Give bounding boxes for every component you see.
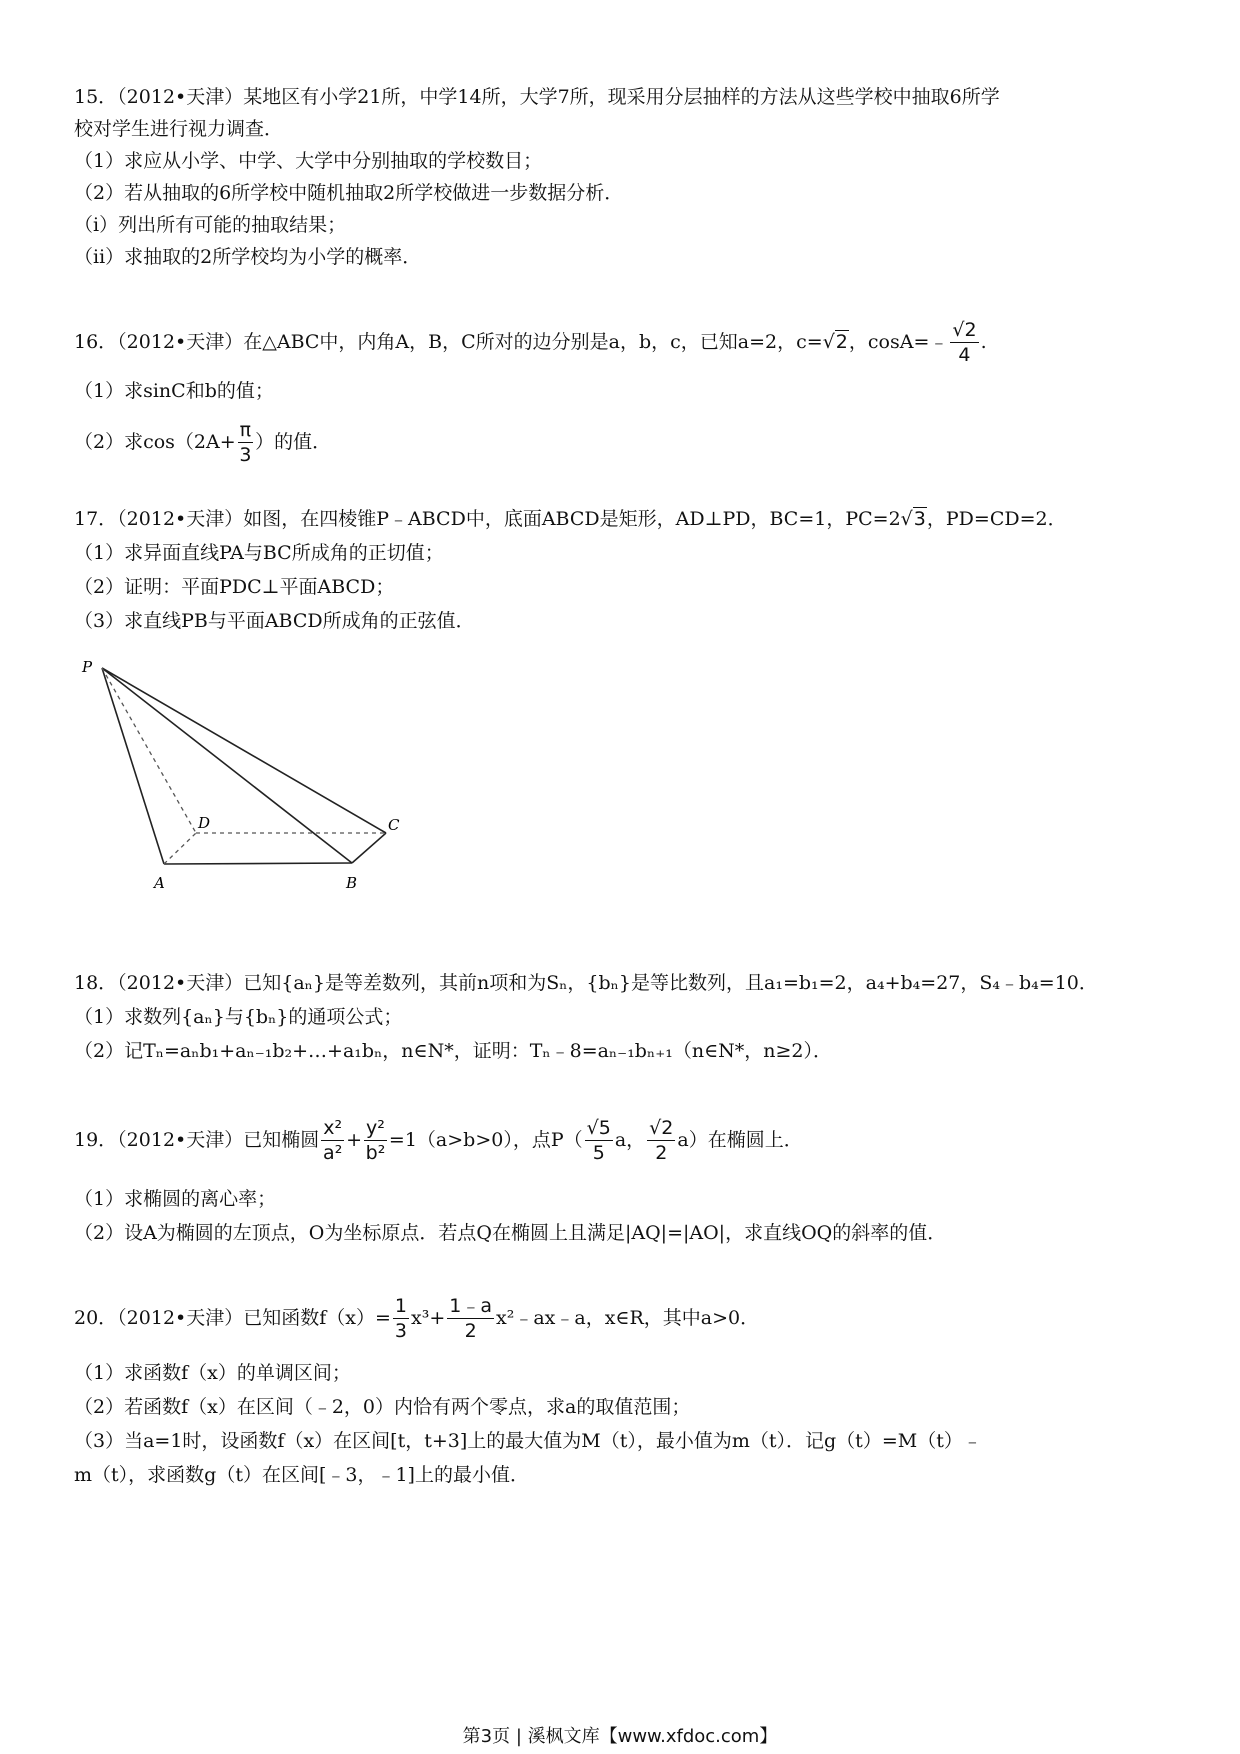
q20-line2: （1）求函数f（x）的单调区间； <box>74 1362 351 1384</box>
q15-line5: （ⅰ）列出所有可能的抽取结果； <box>74 214 347 236</box>
q17-line2: （1）求异面直线PA与BC所成角的正切值； <box>74 542 444 564</box>
q19-line3: （2）设A为椭圆的左顶点，O为坐标原点．若点Q在椭圆上且满足|AQ|=|AO|，求直线OQ的斜率的值． <box>74 1222 947 1244</box>
sqrt-2: √2 <box>822 331 848 353</box>
q19-line2: （1）求椭圆的离心率； <box>74 1188 277 1210</box>
edge-PC <box>102 668 386 833</box>
q16-line2: （1）求sinC和b的值； <box>74 380 274 402</box>
q15-line3: （1）求应从小学、中学、大学中分别抽取的学校数目； <box>74 150 543 172</box>
q17-line1: 17．（2012•天津）如图，在四棱锥P﹣ABCD中，底面ABCD是矩形，AD⊥PD，BC=1，PC=2√3，PD=CD=2． <box>74 508 1067 530</box>
q20-line1: 20．（2012•天津）已知函数f（x）= $\frac{1}{3}$ x³+ $\frac{1﹣a}{2}$ x²﹣ax﹣a，x∈R，其中a>0． <box>74 1295 760 1342</box>
fraction-x2-over-a2: $\frac{\text{x²}}{\text{a²}}$ <box>323 1117 343 1164</box>
page-footer: 第3页 | 溪枫文库【www.xfdoc.com】 <box>462 1726 778 1747</box>
edge-AD <box>164 833 196 864</box>
edge-BC <box>352 833 386 863</box>
q16-text-a: 16．（2012•天津）在△ABC中，内角A，B，C所对的边分别是a，b，c，已知a=2，c= <box>74 331 823 353</box>
fraction-sqrt5-over-5: $\frac{√5}{5}$ <box>586 1117 611 1164</box>
edge-AB <box>164 863 352 864</box>
fraction-sqrt2-over-2: $\frac{√2}{2}$ <box>649 1117 674 1164</box>
q18-line1: 18．（2012•天津）已知{aₙ}是等差数列，其前n项和为Sₙ，{bₙ}是等比数列，且a₁=b₁=2，a₄+b₄=27，S₄﹣b₄=10． <box>74 972 1098 994</box>
q18-line2: （1）求数列{aₙ}与{bₙ}的通项公式； <box>74 1006 403 1028</box>
fraction-sqrt2-over-4: $\frac{√2}{4}$ <box>952 319 977 366</box>
q16-line3: （2）求cos（2A+ $\frac{\pi}{3}$ ）的值． <box>74 419 332 466</box>
q15-line4: （2）若从抽取的6所学校中随机抽取2所学校做进一步数据分析． <box>74 182 624 204</box>
sqrt-3: √3 <box>900 508 926 530</box>
q17-line4: （3）求直线PB与平面ABCD所成角的正弦值． <box>74 610 475 632</box>
q20-line5: m（t），求函数g（t）在区间[﹣3，﹣1]上的最小值． <box>74 1464 529 1486</box>
edge-PA <box>102 668 164 864</box>
q15-line2: 校对学生进行视力调查． <box>74 118 284 140</box>
label-D: D <box>198 814 211 832</box>
q20-line3: （2）若函数f（x）在区间（﹣2，0）内恰有两个零点，求a的取值范围； <box>74 1396 691 1418</box>
fraction-1-over-3: $\frac{1}{3}$ <box>394 1295 407 1342</box>
q18-line3: （2）记Tₙ=aₙb₁+aₙ₋₁b₂+…+a₁bₙ，n∈N*，证明：Tₙ﹣8=aₙ₋₁bₙ₊₁（n∈N*，n≥2）． <box>74 1040 833 1062</box>
pyramid-figure <box>74 648 414 908</box>
q15-line6: （ⅱ）求抽取的2所学校均为小学的概率． <box>74 246 422 268</box>
edge-PD <box>102 668 196 833</box>
label-P: P <box>82 658 93 676</box>
q16-text-b: ，cosA=﹣ <box>848 331 949 353</box>
label-A: A <box>154 874 165 892</box>
fraction-y2-over-b2: $\frac{\text{y²}}{\text{b²}}$ <box>365 1117 386 1164</box>
q19-line1: 19．（2012•天津）已知椭圆 $\frac{\text{x²}}{\text{a²}}$ + $\frac{\text{y²}}{\text{b²}}$ =1（a>b>0），点P（ $\frac{√5}{5}$ a， $\frac{√2}{2}$ a）在椭圆上． <box>74 1117 803 1164</box>
q16-line1: 16．（2012•天津）在△ABC中，内角A，B，C所对的边分别是a，b，c，已知a=2，c=√2，cosA=﹣ $\frac{√2}{4}$ . <box>74 314 987 370</box>
fraction-1-minus-a-over-2: $\frac{1﹣a}{2}$ <box>449 1295 492 1342</box>
fraction-pi-over-3: $\frac{\pi}{3}$ <box>239 419 252 466</box>
q15-line1: 15．（2012•天津）某地区有小学21所，中学14所，大学7所，现采用分层抽样的方法从这些学校中抽取6所学 <box>74 86 1000 108</box>
label-B: B <box>346 874 358 892</box>
label-C: C <box>388 816 400 834</box>
edge-PB <box>102 668 352 863</box>
q17-line3: （2）证明：平面PDC⊥平面ABCD； <box>74 576 395 598</box>
q20-line4: （3）当a=1时，设函数f（x）在区间[t，t+3]上的最大值为M（t），最小值为m（t）．记g（t）=M（t）﹣ <box>74 1430 982 1452</box>
